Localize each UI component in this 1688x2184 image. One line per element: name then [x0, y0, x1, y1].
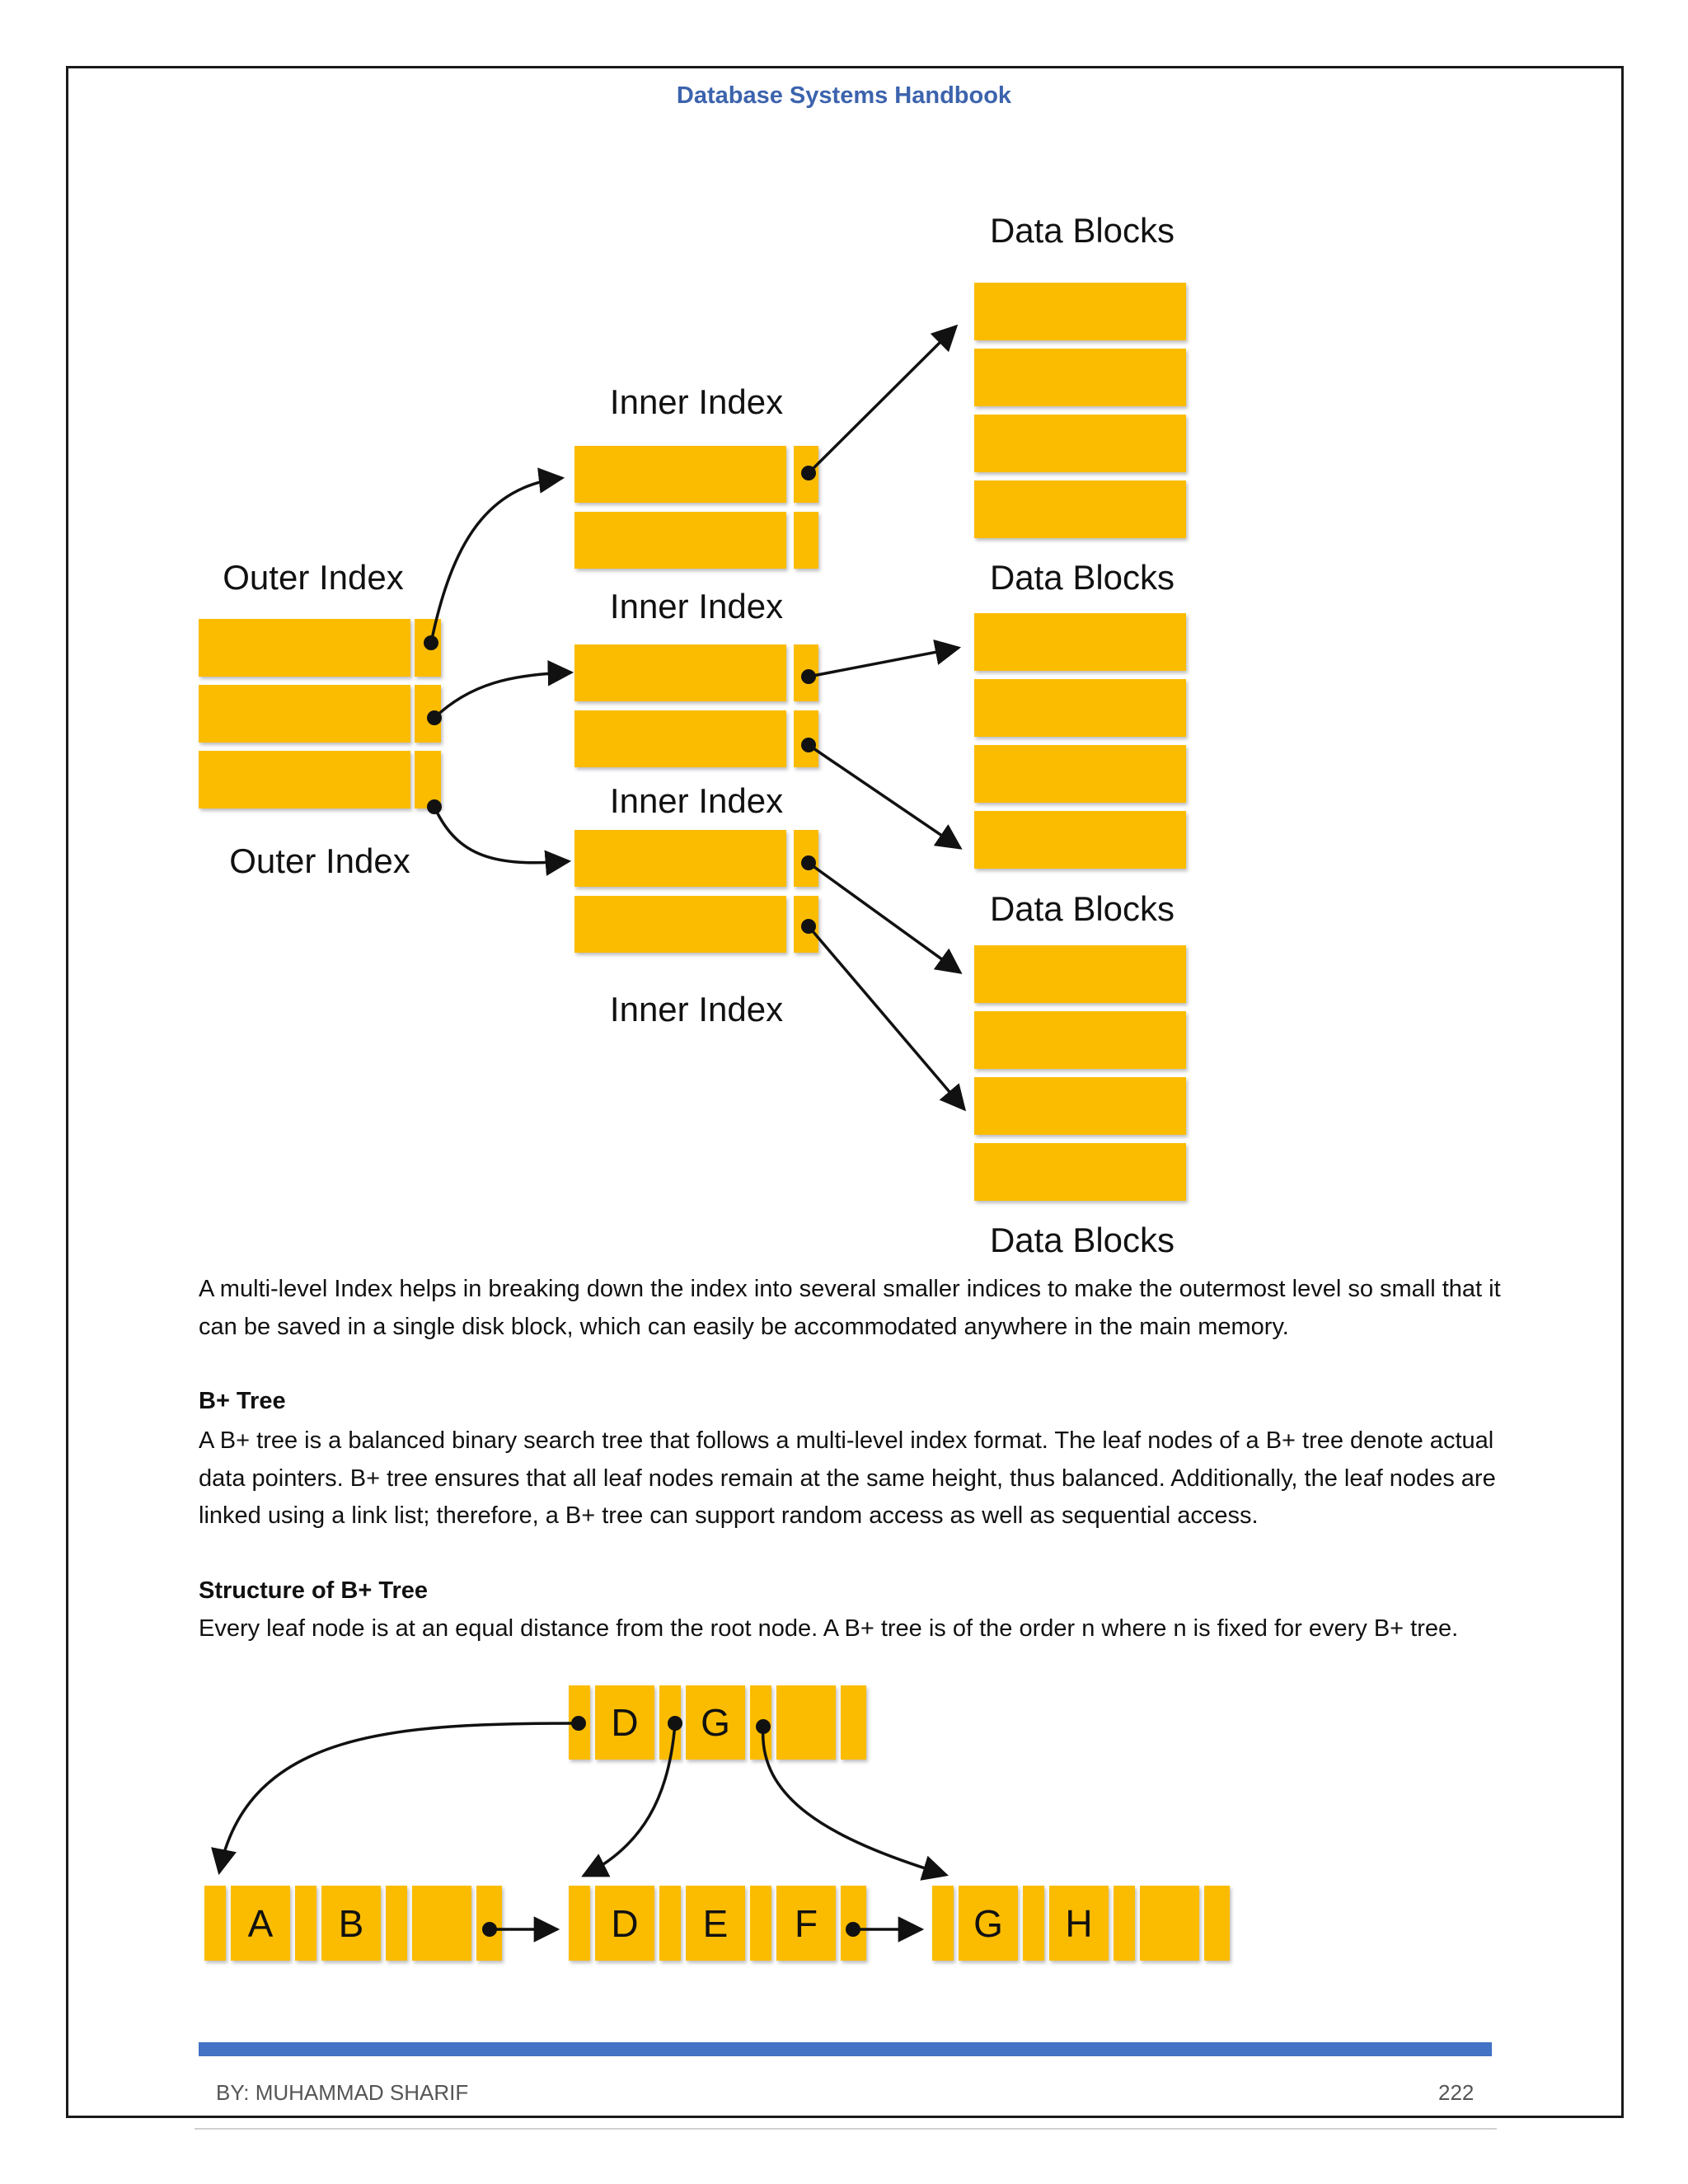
data-blocks-label: Data Blocks	[989, 211, 1175, 250]
leaf-key: D	[611, 1902, 639, 1945]
outer-index-label: Outer Index	[223, 558, 404, 597]
leaf-pointer-cell	[1023, 1886, 1044, 1961]
leaf-key: B	[338, 1902, 364, 1945]
footer-author: BY: MUHAMMAD SHARIF	[216, 2080, 469, 2105]
structure-heading: Structure of B+ Tree	[199, 1577, 428, 1604]
leaf-pointer-cell	[750, 1886, 771, 1961]
root-key: G	[701, 1701, 730, 1744]
inner-index-label: Inner Index	[609, 990, 784, 1029]
footer-page-number: 222	[1438, 2080, 1475, 2105]
leaf-pointer-cell	[659, 1886, 681, 1961]
root-key: D	[611, 1701, 639, 1744]
leaf-pointer-cell	[569, 1886, 590, 1961]
leaf-key: E	[702, 1902, 729, 1945]
bottom-divider	[195, 2128, 1497, 2130]
leaf-key: A	[247, 1902, 274, 1945]
leaf-key-cell	[412, 1886, 471, 1961]
intro-paragraph: A multi-level Index helps in breaking down the index into several smaller indices to make the outermost level so small that it can be saved in a single disk block, which can easily be accommodated anywhere in the main memory.	[199, 1276, 1501, 1340]
leaf-pointer-cell	[204, 1886, 226, 1961]
leaf-key: F	[794, 1902, 818, 1945]
root-key-cell	[776, 1685, 836, 1760]
data-blocks-label: Data Blocks	[989, 558, 1175, 597]
root-pointer-cell	[841, 1685, 866, 1760]
pointer-dot	[482, 1922, 497, 1937]
leaf-pointer-cell	[386, 1886, 407, 1961]
leaf-pointer-cell	[1114, 1886, 1135, 1961]
leaf-key-cell	[1140, 1886, 1199, 1961]
leaf-pointer-cell	[932, 1886, 954, 1961]
child-pointer-arrow	[219, 1723, 579, 1872]
leaf-pointer-cell	[295, 1886, 316, 1961]
data-blocks-label: Data Blocks	[989, 889, 1175, 928]
structure-paragraph: Every leaf node is at an equal distance from the root node. A B+ tree is of the order n where n is fixed for every B+ tree.	[199, 1615, 1459, 1642]
pointer-dot	[668, 1716, 682, 1731]
pointer-dot	[756, 1719, 771, 1734]
leaf-key: H	[1065, 1902, 1093, 1945]
leaf-pointer-cell	[1204, 1886, 1230, 1961]
inner-index-label: Inner Index	[609, 382, 784, 421]
running-header: Database Systems Handbook	[676, 82, 1012, 109]
data-blocks-label: Data Blocks	[989, 1221, 1175, 1259]
leaf-key: G	[973, 1902, 1003, 1945]
outer-index-label: Outer Index	[229, 841, 410, 880]
pointer-dot	[571, 1716, 586, 1731]
bplus-tree-heading: B+ Tree	[199, 1388, 286, 1414]
footer-rule	[199, 2042, 1492, 2056]
pointer-dot	[846, 1922, 860, 1937]
inner-index-label: Inner Index	[609, 587, 784, 626]
inner-index-label: Inner Index	[609, 781, 784, 820]
bplus-tree-paragraph: A B+ tree is a balanced binary search tree that follows a multi-level index format. The leaf nodes of a B+ tree denote actual data pointers. B+ tree ensures that all leaf nodes remain at the same height, thus balanced. Additionally, the leaf nodes are linked using a link list; therefore, a B+ tree can support random access as well as sequential access.	[199, 1427, 1496, 1529]
